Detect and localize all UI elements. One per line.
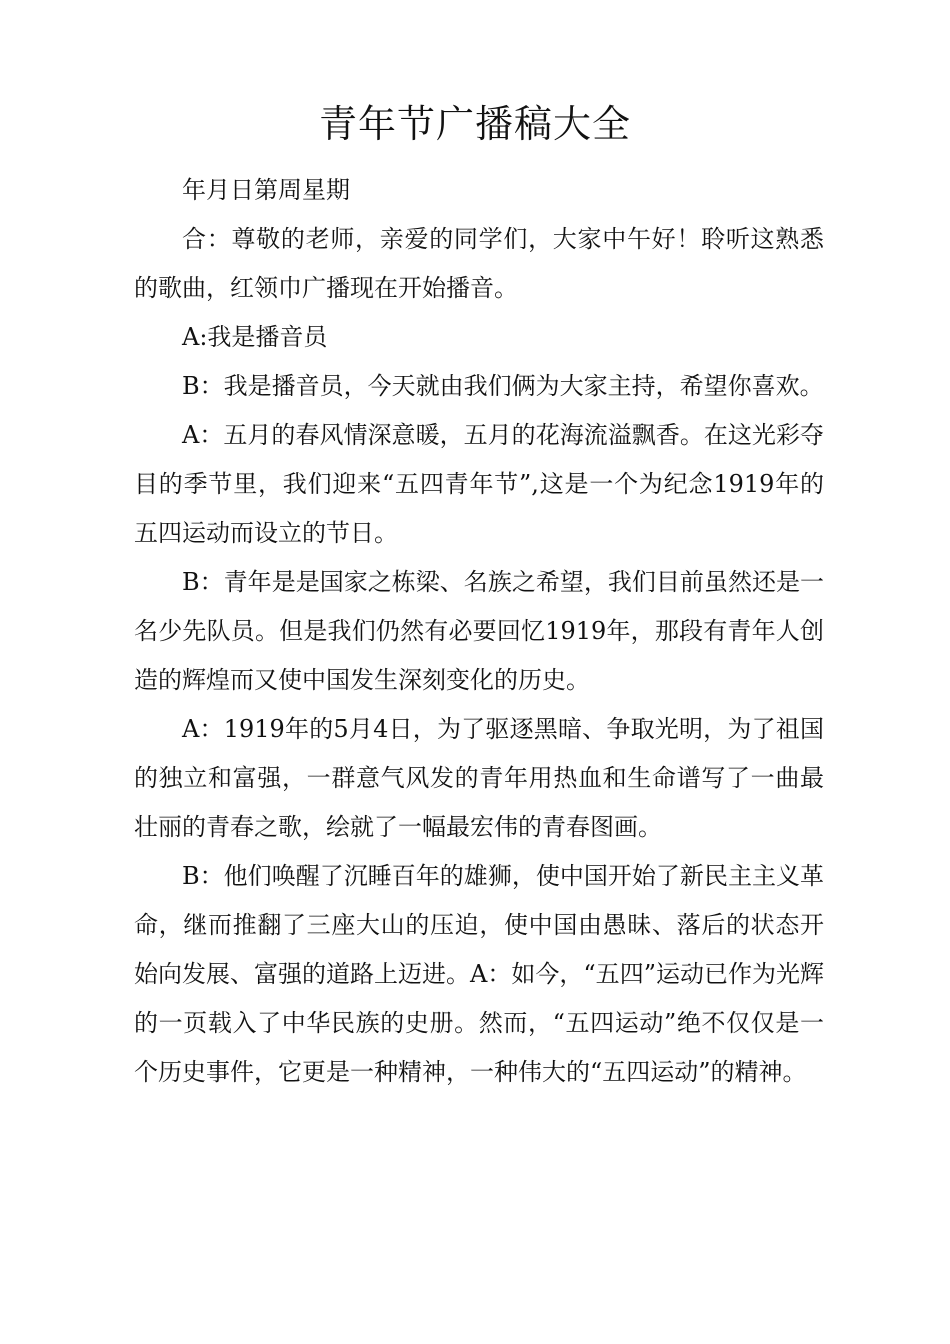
paragraph-opening: 合：尊敬的老师，亲爱的同学们，大家中午好！聆听这熟悉的歌曲，红领巾广播现在开始播音。: [134, 225, 824, 302]
document-title: 青年节广播稿大全: [318, 102, 631, 146]
paragraph-a-1919: A：1919年的5月4日，为了驱逐黑暗、争取光明，为了祖国的独立和富强，一群意气风发的青年用热血和生命谱写了一曲最壮丽的青春之歌，绘就了一幅最宏伟的青春图画。: [134, 715, 824, 841]
document-body: [134, 166, 824, 1097]
paragraph-host-a-intro: A:我是播音员: [182, 323, 328, 351]
paragraph-date-line: 年月日第周星期: [182, 176, 350, 204]
paragraph-b-youth: B：青年是是国家之栋梁、名族之希望，我们目前虽然还是一名少先队员。但是我们仍然有必要回忆1919年，那段有青年人创造的辉煌而又使中国发生深刻变化的历史。: [134, 568, 824, 694]
paragraph-a-may-fourth: A：五月的春风情深意暖，五月的花海流溢飘香。在这光彩夺目的季节里，我们迎来“五四青年节”,这是一个为纪念1919年的五四运动而设立的节日。: [134, 421, 824, 547]
paragraph-b-awakening: B：他们唤醒了沉睡百年的雄狮，使中国开始了新民主主义革命，继而推翻了三座大山的压迫，使中国由愚昧、落后的状态开始向发展、富强的道路上迈进。A：如今，“五四”运动已作为光辉的一页载入了中华民族的史册。然而，“五四运动”绝不仅仅是一个历史事件，它更是一种精神，一种伟大的“五四运动”的精神。: [134, 862, 824, 1086]
paragraph-host-b-intro: B：我是播音员，今天就由我们俩为大家主持，希望你喜欢。: [182, 372, 824, 400]
